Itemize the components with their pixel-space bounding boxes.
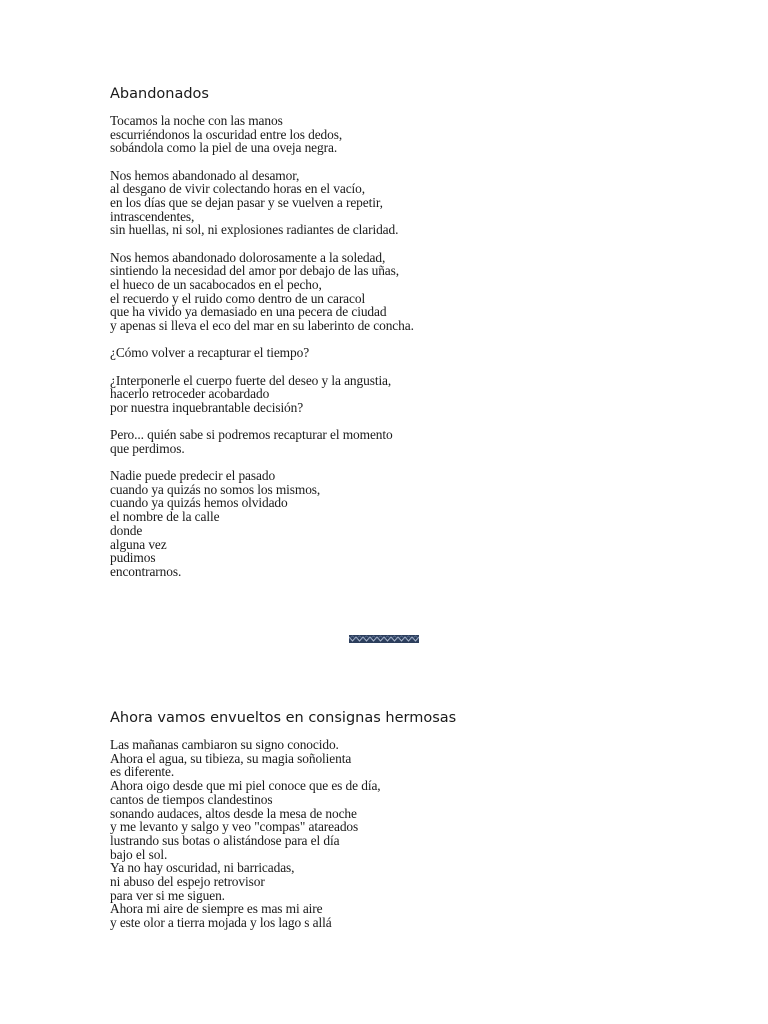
- poem-line: sin huellas, ni sol, ni explosiones radiantes de claridad.: [110, 222, 399, 238]
- poem-line: para ver si me siguen.: [110, 887, 225, 903]
- poem-line: ni abuso del espejo retrovisor: [110, 874, 265, 890]
- poem-line: y me levanto y salgo y veo "compas" atareados: [110, 819, 359, 835]
- poem-line: es diferente.: [110, 764, 175, 780]
- poem-stanza: [110, 428, 670, 455]
- poem-stanza: [110, 114, 670, 155]
- divider-pattern: [349, 635, 419, 643]
- poem-title: Ahora vamos envueltos en consignas hermosas: [110, 710, 457, 726]
- poem-line: bajo el sol.: [110, 846, 168, 862]
- poem-line: Ya no hay oscuridad, ni barricadas,: [110, 860, 295, 876]
- poem-line: el recuerdo y el ruido como dentro de un caracol: [110, 290, 366, 306]
- poem-ahora-vamos: [110, 708, 670, 943]
- poem-line: Tocamos la noche con las manos: [110, 113, 283, 128]
- poem-line: intrascendentes,: [110, 208, 195, 224]
- poem-line: hacerlo retroceder acobardado: [110, 386, 270, 402]
- poem-stanza: [110, 251, 670, 333]
- poem-line: cuando ya quizás hemos olvidado: [110, 495, 288, 511]
- poem-abandonados: [110, 84, 670, 592]
- poem-line: ¿Interponerle el cuerpo fuerte del deseo y la angustia,: [110, 372, 392, 388]
- poem-title: Abandonados: [110, 86, 209, 102]
- poem-line: donde: [110, 522, 143, 538]
- poem-line: lustrando sus botas o alistándose para el día: [110, 832, 340, 848]
- poem-line: el hueco de un sacabocados en el pecho,: [110, 277, 322, 293]
- poem-body: [110, 114, 670, 579]
- poem-line: Nadie puede predecir el pasado: [110, 468, 276, 484]
- poem-line: alguna vez: [110, 536, 167, 552]
- poem-line: Ahora el agua, su tibieza, su magia soñolienta: [110, 750, 352, 766]
- poem-stanza: [110, 738, 670, 930]
- poem-line: y este olor a tierra mojada y los lago s allá: [110, 915, 332, 931]
- poem-line: sonando audaces, altos desde la mesa de noche: [110, 805, 357, 821]
- poem-line: sintiendo la necesidad del amor por debajo de las uñas,: [110, 263, 400, 279]
- poem-line: en los días que se dejan pasar y se vuelven a repetir,: [110, 195, 383, 211]
- poem-body: [110, 738, 670, 930]
- ornamental-divider-icon: [349, 635, 419, 643]
- poem-stanza: [110, 469, 670, 579]
- poem-line: encontrarnos.: [110, 563, 182, 579]
- poem-line: pudimos: [110, 550, 156, 566]
- poem-line: Pero... quién sabe si podremos recapturar el momento: [110, 427, 393, 443]
- poem-line: escurriéndonos la oscuridad entre los dedos,: [110, 126, 343, 142]
- poem-stanza: [110, 374, 670, 415]
- poem-line: al desgano de vivir colectando horas en el vacío,: [110, 181, 366, 197]
- poem-line: el nombre de la calle: [110, 509, 220, 525]
- poem-stanza: [110, 346, 670, 360]
- poem-line: y apenas si lleva el eco del mar en su laberinto de concha.: [110, 318, 414, 334]
- poem-line: que ha vivido ya demasiado en una pecera de ciudad: [110, 304, 387, 320]
- poem-line: Nos hemos abandonado dolorosamente a la soledad,: [110, 249, 386, 265]
- poem-line: Las mañanas cambiaron su signo conocido.: [110, 737, 339, 752]
- poem-stanza: [110, 169, 670, 238]
- poem-line: cantos de tiempos clandestinos: [110, 791, 273, 807]
- poem-line: por nuestra inquebrantable decisión?: [110, 399, 304, 415]
- poem-line: cuando ya quizás no somos los mismos,: [110, 481, 321, 497]
- poem-line: que perdimos.: [110, 440, 185, 456]
- poem-line: Ahora oigo desde que mi piel conoce que es de día,: [110, 778, 381, 794]
- poem-line: Nos hemos abandonado al desamor,: [110, 167, 300, 183]
- poem-line: ¿Cómo volver a recapturar el tiempo?: [110, 345, 310, 361]
- poem-line: sobándola como la piel de una oveja negra.: [110, 140, 338, 156]
- poem-line: Ahora mi aire de siempre es mas mi aire: [110, 901, 323, 917]
